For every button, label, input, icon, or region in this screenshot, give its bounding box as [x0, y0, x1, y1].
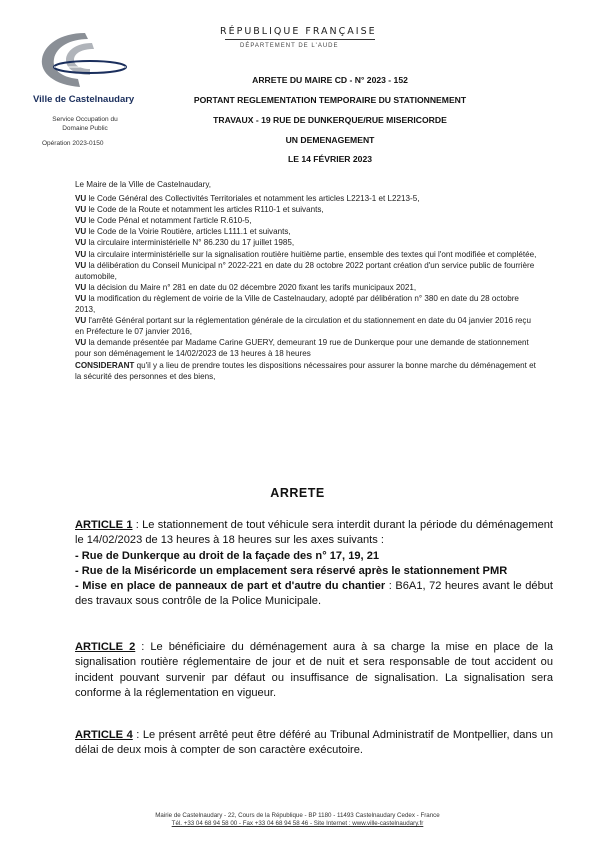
city-name: Ville de Castelnaudary: [33, 94, 135, 105]
consideration-item: [75, 337, 537, 359]
consideration-text: la modification du règlement de voirie de la Ville de Castelnaudary, adopté par délibération n° 380 en date du 28 octobre 2013,: [75, 293, 519, 315]
consideration-item: [75, 315, 537, 337]
consideration-lead: VU: [75, 216, 87, 226]
consideration-lead: VU: [75, 293, 87, 303]
consideration-lead: VU: [75, 238, 87, 248]
article-4-text: : Le présent arrêté peut être déféré au Tribunal Administratif de Montpellier, dans un délai de deux mois à compter de son caractère exécutoire.: [75, 729, 553, 757]
operation-number: Opération 2023-0150: [42, 140, 104, 147]
consideration-item: [75, 237, 537, 248]
consideration-text: le Code Général des Collectivités Territoriales et notamment les articles L2213-1 et L2213-5,: [86, 194, 420, 204]
consideration-item: [75, 204, 537, 215]
consideration-text: l'arrêté Général portant sur la réglementation générale de la circulation et du stationnement en date du 04 janvier 2016 reçu en Préfecture le 07 janvier 2016,: [75, 316, 531, 337]
consideration-lead: VU: [75, 227, 87, 237]
consideration-text: la délibération du Conseil Municipal n° 2022-221 en date du 28 octobre 2022 portant création d'un service public de fourrière automobile,: [75, 260, 535, 281]
preamble: [75, 179, 537, 382]
consideration-lead: VU: [75, 249, 87, 259]
preamble-intro: Le Maire de la Ville de Castelnaudary,: [75, 180, 212, 189]
republic-label: RÉPUBLIQUE FRANÇAISE: [220, 26, 377, 37]
consideration-item: [75, 360, 537, 382]
article-1-bullet-2: - Rue de la Miséricorde un emplacement sera réservé après le stationnement PMR: [75, 564, 508, 577]
article-1-bullet-3-lead: - Mise en place de panneaux de part et d'autre du chantier: [75, 580, 386, 593]
decree-purpose: UN DEMENAGEMENT: [285, 135, 375, 145]
consideration-text: la circulaire interministérielle sur la signalisation routière huitième partie, ensemble des textes qui l'ont modifiée et complétée,: [86, 249, 537, 259]
article-2-heading: ARTICLE 2: [75, 641, 136, 653]
consideration-item: [75, 260, 537, 282]
decree-location: TRAVAUX - 19 RUE DE DUNKERQUE/RUE MISERICORDE: [213, 115, 447, 125]
consideration-text: qu'il y a lieu de prendre toutes les dispositions nécessaires pour assurer la bonne marche du déménagement et la sécurité des personnes et des biens,: [75, 360, 536, 381]
consideration-item: [75, 226, 537, 237]
consideration-lead: VU: [75, 260, 87, 270]
consideration-lead: VU: [75, 338, 87, 348]
consideration-lead: VU: [75, 316, 87, 326]
consideration-text: la demande présentée par Madame Carine GUERY, demeurant 19 rue de Dunkerque pour une demande de stationnement pour son déménagement le 14/02/2023 de 13 heures à 18 heures: [75, 338, 529, 359]
consideration-item: [75, 282, 537, 293]
consideration-item: [75, 215, 537, 226]
article-1-bullet-1: - Rue de Dunkerque au droit de la façade des n° 17, 19, 21: [75, 549, 380, 562]
article-2: [75, 640, 553, 701]
decree-subject: PORTANT REGLEMENTATION TEMPORAIRE DU STATIONNEMENT: [193, 95, 467, 105]
article-1: [75, 518, 553, 610]
castelnaudary-logo: [30, 27, 140, 97]
article-4-heading: ARTICLE 4: [75, 729, 133, 741]
consideration-text: le Code de la Voirie Routière, articles L111.1 et suivants,: [86, 227, 291, 237]
service-name: Service Occupation du Domaine Public: [52, 116, 118, 132]
article-1-heading: ARTICLE 1: [75, 519, 133, 531]
footer-contact: Tél. +33 04 68 94 58 00 - Fax +33 04 68 94 58 46 - Site Internet : www.ville-castelnaudary.fr: [171, 820, 424, 827]
article-4: [75, 728, 553, 759]
consideration-item: [75, 193, 537, 204]
consideration-item: [75, 293, 537, 315]
consideration-lead: VU: [75, 205, 87, 215]
department-label: DÉPARTEMENT DE L'AUDE: [240, 43, 339, 49]
decree-date: LE 14 FÉVRIER 2023: [287, 154, 373, 164]
consideration-text: la décision du Maire n° 281 en date du 02 décembre 2020 fixant les tarifs municipaux 2021,: [86, 282, 417, 292]
article-2-text: : Le bénéficiaire du déménagement aura à sa charge la mise en place de la signalisation routière réglementaire de jour et de nuit et sera responsable de tout accident ou incident pouvant survenir par défaut ou insuffisance de signalisation. La signalisation sera conforme à la réglementation en vigueur.: [75, 641, 553, 699]
article-1-text: : Le stationnement de tout véhicule sera interdit durant la période du déménagement le 14/02/2023 de 13 heures à 18 heures sur les axes suivants :: [75, 519, 553, 547]
consideration-lead: CONSIDERANT: [75, 360, 135, 370]
header-divider: [225, 39, 375, 40]
footer-address: Mairie de Castelnaudary - 22, Cours de la République - BP 1180 - 11493 Castelnaudary Cedex - France: [155, 812, 440, 819]
arrete-heading: ARRETE: [270, 486, 325, 500]
consideration-text: le Code Pénal et notamment l'article R.610-5,: [86, 216, 252, 226]
article-1-bullet-3-text: : B6A1, 72 heures avant le début des travaux sous contrôle de la Police Municipale.: [75, 580, 553, 608]
footer: [0, 812, 595, 828]
consideration-lead: VU: [75, 282, 87, 292]
consideration-text: le Code de la Route et notamment les articles R110-1 et suivants,: [86, 205, 324, 215]
consideration-text: la circulaire interministérielle N° 86.230 du 17 juillet 1985,: [86, 238, 295, 248]
decree-number: ARRETE DU MAIRE CD - N° 2023 - 152: [252, 75, 408, 85]
consideration-item: [75, 249, 537, 260]
consideration-lead: VU: [75, 194, 87, 204]
considerations-list: [75, 193, 537, 382]
